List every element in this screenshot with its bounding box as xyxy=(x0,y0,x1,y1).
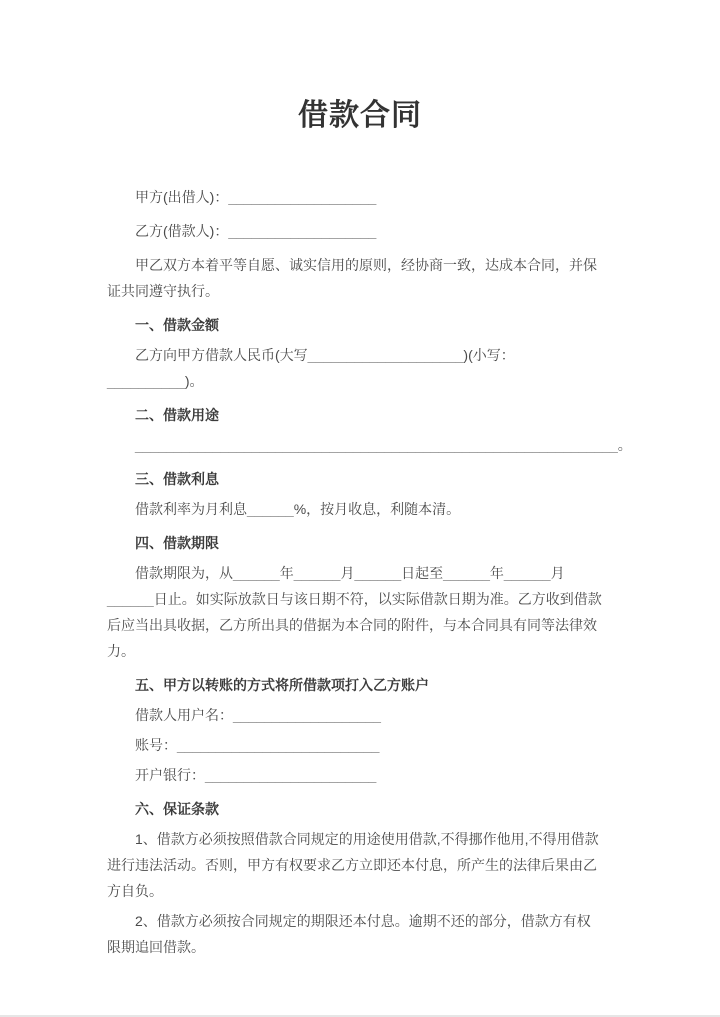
section-4-heading xyxy=(107,530,602,556)
fill-in-blank: ______ xyxy=(354,565,402,581)
text-run: )(小写： xyxy=(463,347,515,363)
fill-in-blank: __________ xyxy=(107,373,185,389)
text-run: 日止。如实际放款日与该日期不符，以实际借款日期为准。乙方收到借款后应当出具收据，乙方所出具的借据为本合同的附件，与本合同具有同等法律效力。 xyxy=(107,591,602,659)
fill-in-blank: ____________________ xyxy=(307,347,464,363)
intro-paragraph xyxy=(107,252,602,304)
fill-in-blank: ___________________ xyxy=(228,189,377,205)
text-run: 开户银行： xyxy=(135,767,205,783)
text-run: 四、借款期限 xyxy=(135,535,219,551)
text-run: %，按月收息，利随本清。 xyxy=(293,501,461,517)
section-3-heading xyxy=(107,466,602,492)
borrower-username-line xyxy=(107,702,602,728)
text-run: 二、借款用途 xyxy=(135,407,219,423)
fill-in-blank: ______ xyxy=(443,565,490,581)
text-run: 一、借款金额 xyxy=(135,317,219,333)
text-run: 。 xyxy=(617,437,632,453)
text-run: 甲方(出借人)： xyxy=(135,189,229,205)
fill-in-blank: ______________________________________________________________ xyxy=(135,437,618,453)
text-run: 日起至 xyxy=(401,565,444,581)
bank-name-line xyxy=(107,762,602,788)
fill-in-blank: ______ xyxy=(293,565,341,581)
contract-title: 借款合同 xyxy=(298,99,422,132)
text-run: 六、保证条款 xyxy=(135,801,219,817)
text-run: 乙方向甲方借款人民币(大写 xyxy=(135,347,308,363)
fill-in-blank: ___________________ xyxy=(233,707,381,723)
fill-in-blank: ______ xyxy=(107,591,154,607)
section-5-heading xyxy=(107,672,602,698)
text-run: 年 xyxy=(279,565,294,581)
text-run: 1、借款方必须按照借款合同规定的用途使用借款,不得挪作他用,不得用借款进行违法活动。否则，甲方有权要求乙方立即还本付息，所产生的法律后果由乙方自负。 xyxy=(107,831,599,899)
text-run: 月 xyxy=(340,565,355,581)
guarantee-clause-1 xyxy=(107,826,602,904)
section-6-heading xyxy=(107,796,602,822)
section-1-heading xyxy=(107,312,602,338)
party-b-line xyxy=(107,218,602,244)
text-run: 三、借款利息 xyxy=(135,471,219,487)
text-run: 借款利率为月利息 xyxy=(135,501,247,517)
fill-in-blank: ______________________ xyxy=(205,767,377,783)
fill-in-blank: ______ xyxy=(503,565,551,581)
interest-rate-line xyxy=(107,496,602,522)
loan-purpose-blank-line xyxy=(107,432,632,458)
text-run: 年 xyxy=(489,565,504,581)
loan-amount-line xyxy=(107,342,602,394)
text-run: 月 xyxy=(550,565,565,581)
section-2-heading xyxy=(107,402,602,428)
loan-term-paragraph xyxy=(107,560,602,664)
fill-in-blank: ___________________ xyxy=(228,223,377,239)
fill-in-blank: ______ xyxy=(233,565,280,581)
text-run: 甲乙双方本着平等自愿、诚实信用的原则，经协商一致，达成本合同，并保证共同遵守执行。 xyxy=(107,257,597,299)
fill-in-blank: __________________________ xyxy=(177,737,380,753)
text-run: 五、甲方以转账的方式将所借款项打入乙方账户 xyxy=(135,677,429,693)
party-a-line xyxy=(107,184,602,210)
text-run: 2、借款方必须按合同规定的期限还本付息。逾期不还的部分，借款方有权限期追回借款。 xyxy=(107,913,591,955)
text-run: )。 xyxy=(184,373,204,389)
fill-in-blank: ______ xyxy=(247,501,294,517)
text-run: 借款人用户名： xyxy=(135,707,233,723)
text-run: 账号： xyxy=(135,737,177,753)
guarantee-clause-2 xyxy=(107,908,602,960)
account-number-line xyxy=(107,732,602,758)
text-run: 乙方(借款人)： xyxy=(135,223,229,239)
text-run: 借款期限为，从 xyxy=(135,565,233,581)
